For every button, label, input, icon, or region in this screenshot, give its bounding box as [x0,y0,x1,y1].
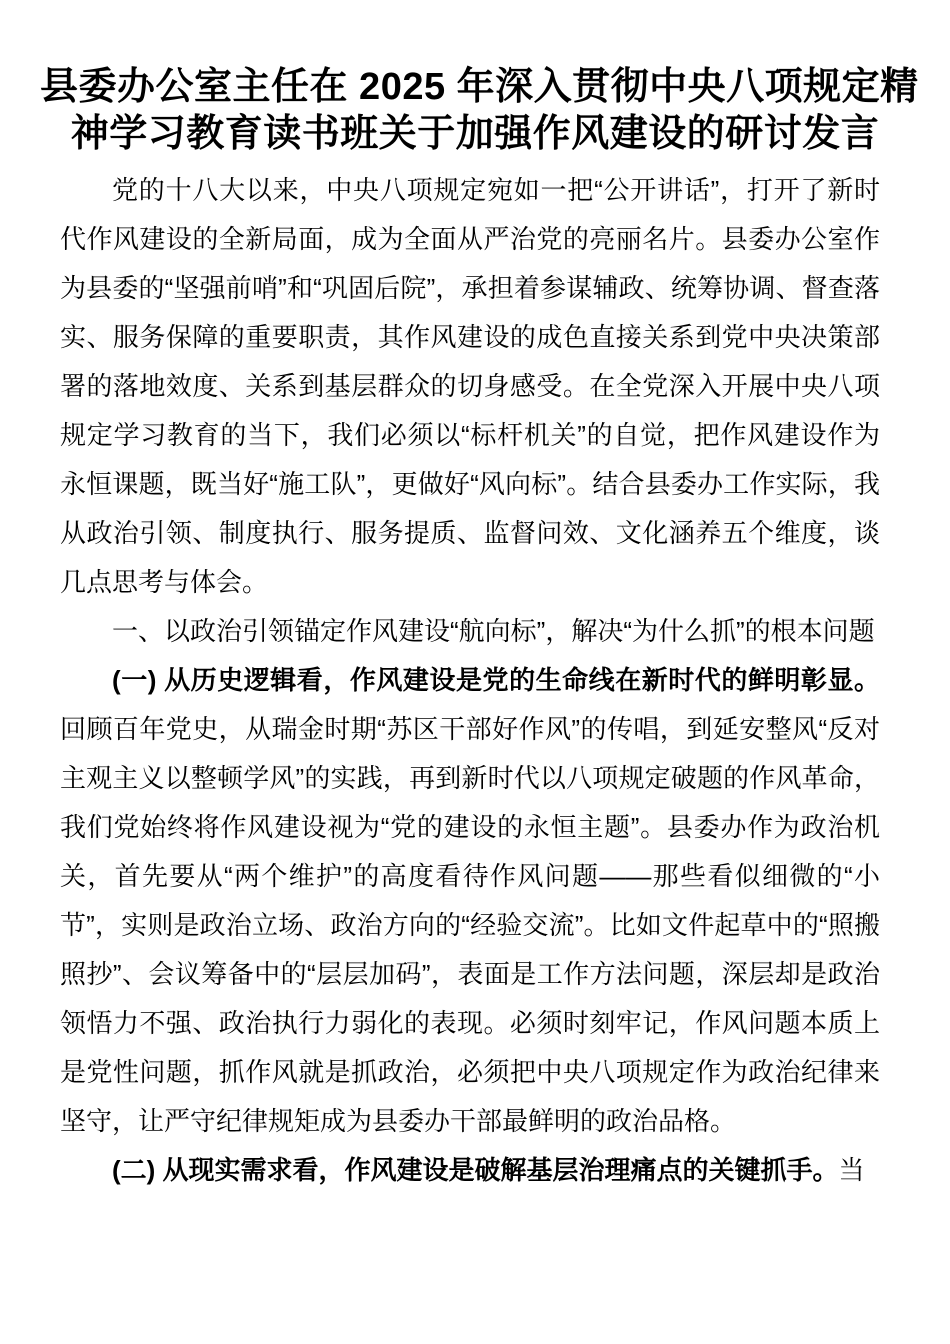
bold-text-run: (二) 从现实需求看，作风建设是破解基层治理痛点的关键抓手。 [112,1155,839,1185]
title-line: 神学习教育读书班关于加强作风建设的研讨发言 [70,113,880,155]
title-line: 县委办公室主任在 2025 年深入贯彻中央八项规定精 [40,66,919,108]
document-title [40,64,919,158]
section-heading [60,607,880,656]
paragraph [60,1146,880,1195]
bold-text-run: (一) 从历史逻辑看，作风建设是党的生命线在新时代的鲜明彰显。 [112,665,880,695]
text-run: 一、以政治引领锚定作风建设“航向标”，解决“为什么抓”的根本问题 [112,616,875,646]
paragraph [60,656,880,1146]
text-run: 党的十八大以来，中央八项规定宛如一把“公开讲话”，打开了新时代作风建设的全新局面，成为全面从严治党的亮丽名片。县委办公室作为县委的“坚强前哨”和“巩固后院”，承担着参谋辅政、统筹协调、督查落实、服务保障的重要职责，其作风建设的成色直接关系到党中央决策部署的落地效度、关系到基层群众的切身感受。在全党深入开展中央八项规定学习教育的当下，我们必须以“标杆机关”的自觉，把作风建设作为永恒课题，既当好“施工队”，更做好“风向标”。结合县委办工作实际，我从政治引领、制度执行、服务提质、监督问效、文化涵养五个维度，谈几点思考与体会。 [60,175,880,597]
document-body [0,166,950,1195]
text-run: 回顾百年党史，从瑞金时期“苏区干部好作风”的传唱，到延安整风“反对主观主义以整顿学风”的实践，再到新时代以八项规定破题的作风革命，我们党始终将作风建设视为“党的建设的永恒主题”。县委办作为政治机关，首先要从“两个维护”的高度看待作风问题——那些看似细微的“小节”，实则是政治立场、政治方向的“经验交流”。比如文件起草中的“照搬照抄”、会议筹备中的“层层加码”，表面是工作方法问题，深层却是政治领悟力不强、政治执行力弱化的表现。必须时刻牢记，作风问题本质上是党性问题，抓作风就是抓政治，必须把中央八项规定作为政治纪律来坚守，让严守纪律规矩成为县委办干部最鲜明的政治品格。 [60,714,880,1136]
paragraph [60,166,880,607]
text-run: 当 [838,1155,865,1185]
